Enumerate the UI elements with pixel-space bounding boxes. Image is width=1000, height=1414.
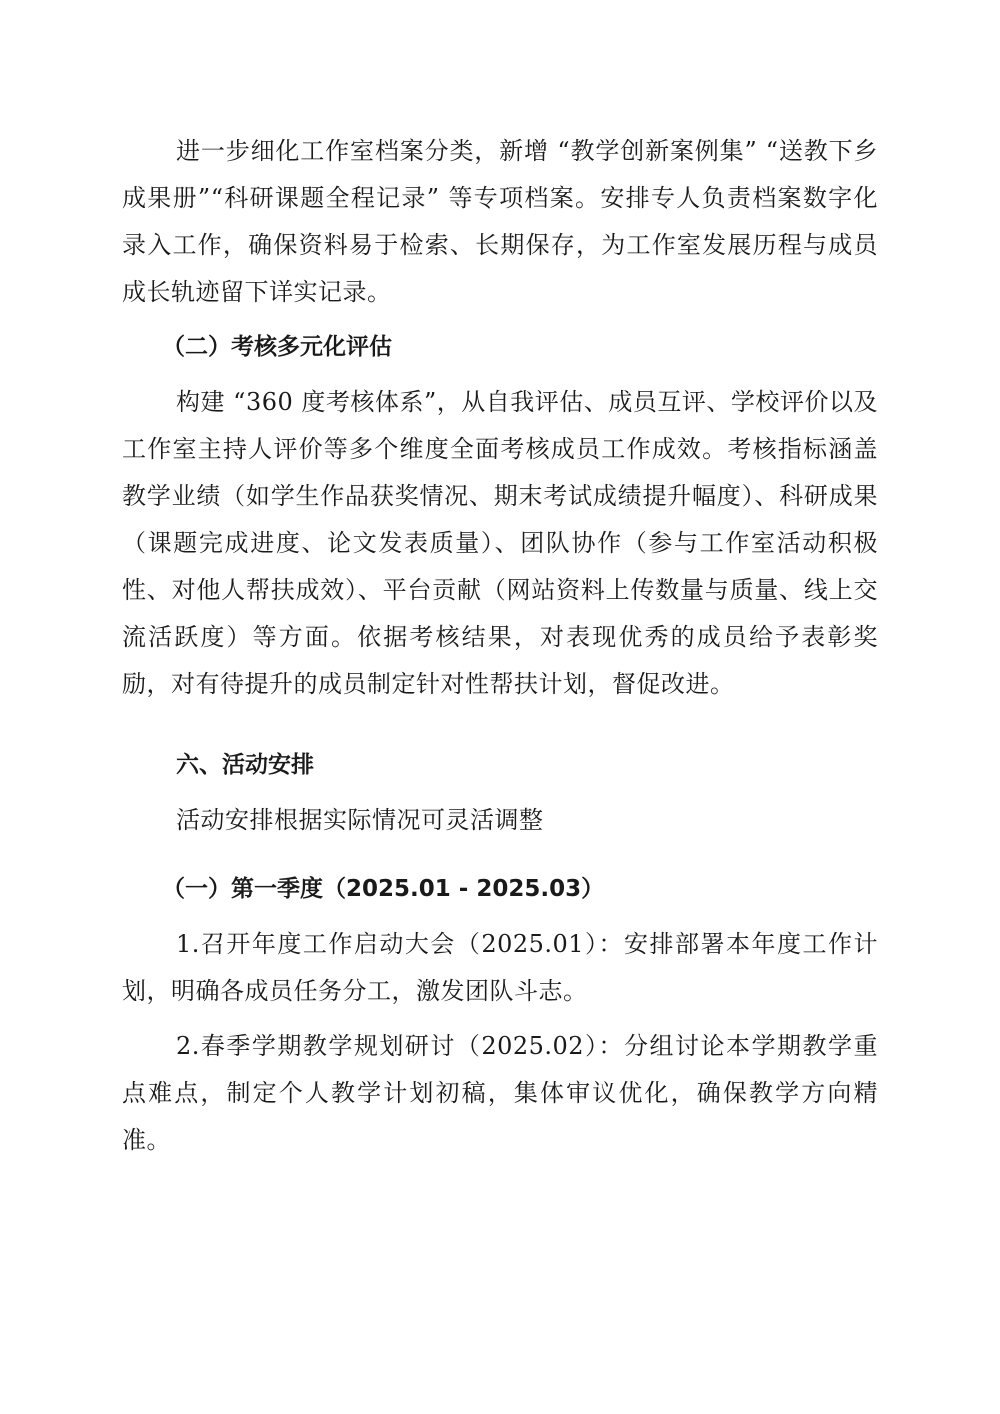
document-page: [122, 128, 878, 1164]
paragraph-archive-classification: 进一步细化工作室档案分类，新增 “教学创新案例集” “送教下乡成果册”“科研课题全程记录” 等专项档案。安排专人负责档案数字化录入工作，确保资料易于检索、长期保存，为工作室发展历程与成员成长轨迹留下详实记录。: [122, 137, 878, 306]
list-item-kickoff-meeting: 1.召开年度工作启动大会（2025.01）：安排部署本年度工作计划，明确各成员任务分工，激发团队斗志。: [122, 930, 878, 1005]
list-item-spring-planning: 2.春季学期教学规划研讨（2025.02）：分组讨论本学期教学重点难点，制定个人教学计划初稿，集体审议优化，确保教学方向精准。: [122, 1032, 878, 1154]
heading-q1: （一）第一季度（2025.01 - 2025.03）: [162, 876, 605, 902]
activities-note: 活动安排根据实际情况可灵活调整: [176, 806, 544, 834]
paragraph-assessment: 构建 “360 度考核体系”，从自我评估、成员互评、学校评价以及工作室主持人评价等多个维度全面考核成员工作成效。考核指标涵盖教学业绩（如学生作品获奖情况、期末考试成绩提升幅度）、科研成果（课题完成进度、论文发表质量）、团队协作（参与工作室活动积极性、对他人帮扶成效）、平台贡献（网站资料上传数量与质量、线上交流活跃度）等方面。依据考核结果，对表现优秀的成员给予表彰奖励，对有待提升的成员制定针对性帮扶计划，督促改进。: [122, 388, 878, 698]
heading-assessment: （二）考核多元化评估: [162, 334, 392, 360]
section-title-activities: 六、活动安排: [176, 752, 314, 778]
